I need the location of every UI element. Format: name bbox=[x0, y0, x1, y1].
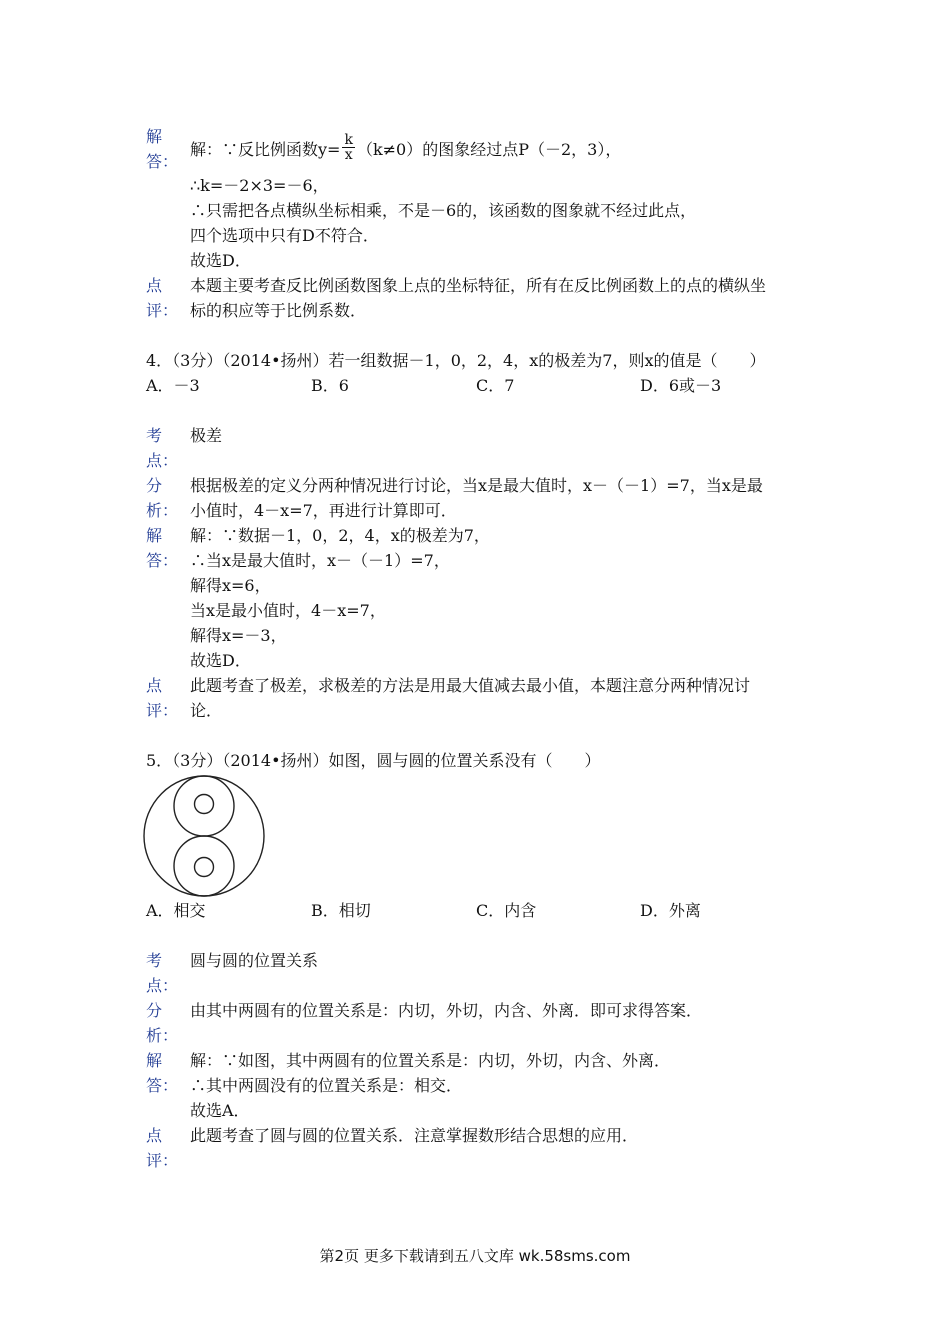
q5-kaodian-label bbox=[146, 948, 178, 998]
q5-jieda-label bbox=[146, 1048, 178, 1098]
q4-option-c: C．7 bbox=[476, 376, 515, 395]
q4-kaodian-label bbox=[146, 423, 178, 473]
q4-jieda-text bbox=[190, 523, 800, 673]
label-line: 考 bbox=[146, 426, 163, 445]
label-line: 点 bbox=[146, 276, 163, 295]
text-line: 解得x=6， bbox=[190, 576, 271, 595]
text-line: 解得x=－3， bbox=[190, 626, 287, 645]
q4-dianping-label bbox=[146, 673, 178, 723]
text-line: ∴其中两圆没有的位置关系是：相交． bbox=[190, 1076, 463, 1095]
label-line: 评： bbox=[146, 1151, 179, 1170]
q4-jieda-label bbox=[146, 523, 178, 573]
page-footer: 第2页 更多下载请到五八文库 wk.58sms.com bbox=[319, 1247, 631, 1265]
q4-kaodian-text bbox=[190, 423, 800, 448]
q5-dianping-label bbox=[146, 1123, 178, 1173]
q5-option-d: D．外离 bbox=[640, 901, 701, 920]
label-line: 解 bbox=[146, 127, 163, 146]
q4-fenxi-text bbox=[190, 473, 800, 523]
q4-fenxi-label bbox=[146, 473, 178, 523]
text-run: （k≠0）的图象经过点P（－2，3）， bbox=[356, 140, 622, 159]
label-line: 点 bbox=[146, 676, 163, 695]
text-line: 解：∵数据－1，0，2，4，x的极差为7， bbox=[190, 526, 490, 545]
fraction-numerator: k bbox=[344, 132, 353, 148]
text-line: 标的积应等于比例系数． bbox=[190, 301, 367, 320]
label-line: 分 bbox=[146, 476, 163, 495]
lower-middle-circle bbox=[174, 836, 234, 896]
text-line: 此题考查了圆与圆的位置关系．注意掌握数形结合思想的应用． bbox=[190, 1126, 639, 1145]
q3-dianping-label bbox=[146, 273, 178, 323]
text-line: 解：∵如图，其中两圆有的位置关系是：内切，外切，内含、外离． bbox=[190, 1051, 671, 1070]
label-line: 析： bbox=[146, 1026, 179, 1045]
text-line: 论． bbox=[190, 701, 223, 720]
text-line: 故选D． bbox=[190, 251, 251, 270]
q3-jieda-text bbox=[190, 173, 800, 273]
text-run: 解：∵反比例函数y= bbox=[190, 140, 341, 159]
text-line: 故选D． bbox=[190, 651, 251, 670]
q5-option-a: A．相交 bbox=[146, 901, 206, 920]
q4-stem: 4．（3分）（2014•扬州）若一组数据－1，0，2，4，x的极差为7，则x的值是（ ） bbox=[146, 351, 766, 370]
fraction-k-over-x bbox=[342, 133, 354, 162]
text-line: ∴k=－2×3=－6， bbox=[190, 176, 329, 195]
q5-stem: 5．（3分）（2014•扬州）如图，圆与圆的位置关系没有（ ） bbox=[146, 751, 601, 770]
text-line: 本题主要考查反比例函数图象上点的坐标特征，所有在反比例函数上的点的横纵坐 bbox=[190, 276, 767, 295]
text-line: 故选A． bbox=[190, 1101, 250, 1120]
q5-dianping-text bbox=[190, 1123, 800, 1148]
text-line: 当x是最小值时，4－x=7， bbox=[190, 601, 386, 620]
q4-option-b: B．6 bbox=[311, 376, 349, 395]
fraction-denominator: x bbox=[344, 147, 353, 163]
text-line: ∴当x是最大值时，x－（－1）=7， bbox=[190, 551, 450, 570]
label-line: 答： bbox=[146, 1076, 179, 1095]
label-line: 解 bbox=[146, 526, 163, 545]
q5-fenxi-label bbox=[146, 998, 178, 1048]
text-line: 圆与圆的位置关系 bbox=[190, 951, 319, 970]
text-line: 由其中两圆有的位置关系是：内切，外切，内含、外离．即可求得答案． bbox=[190, 1001, 703, 1020]
label-line: 答： bbox=[146, 152, 179, 171]
label-line: 分 bbox=[146, 1001, 163, 1020]
text-line: 此题考查了极差，求极差的方法是用最大值减去最小值，本题注意分两种情况讨 bbox=[190, 676, 751, 695]
q5-option-b: B．相切 bbox=[311, 901, 371, 920]
upper-middle-circle bbox=[174, 776, 234, 836]
text-line: ∴只需把各点横纵坐标相乘，不是－6的，该函数的图象就不经过此点， bbox=[190, 201, 697, 220]
upper-small-circle bbox=[195, 795, 214, 814]
lower-small-circle bbox=[195, 858, 214, 877]
q4-dianping-text bbox=[190, 673, 800, 723]
label-line: 解 bbox=[146, 1051, 163, 1070]
q5-jieda-text bbox=[190, 1048, 800, 1123]
circles-figure bbox=[142, 774, 268, 900]
q5-fenxi-text bbox=[190, 998, 800, 1023]
q3-jieda-first-line bbox=[190, 132, 800, 163]
q5-kaodian-text bbox=[190, 948, 800, 973]
label-line: 评： bbox=[146, 301, 179, 320]
q4-option-d: D．6或－3 bbox=[640, 376, 722, 395]
text-line: 极差 bbox=[190, 426, 223, 445]
q3-jieda-label bbox=[146, 124, 178, 174]
text-line: 小值时，4－x=7，再进行计算即可． bbox=[190, 501, 457, 520]
text-line: 根据极差的定义分两种情况进行讨论，当x是最大值时，x－（－1）=7，当x是最 bbox=[190, 476, 763, 495]
label-line: 答： bbox=[146, 551, 179, 570]
label-line: 点 bbox=[146, 1126, 163, 1145]
q5-option-c: C．内含 bbox=[476, 901, 537, 920]
label-line: 点： bbox=[146, 976, 179, 995]
text-line: 四个选项中只有D不符合． bbox=[190, 226, 379, 245]
label-line: 评： bbox=[146, 701, 179, 720]
q3-dianping-text bbox=[190, 273, 800, 323]
label-line: 点： bbox=[146, 451, 179, 470]
label-line: 析： bbox=[146, 501, 179, 520]
label-line: 考 bbox=[146, 951, 163, 970]
q4-option-a: A．－3 bbox=[146, 376, 200, 395]
